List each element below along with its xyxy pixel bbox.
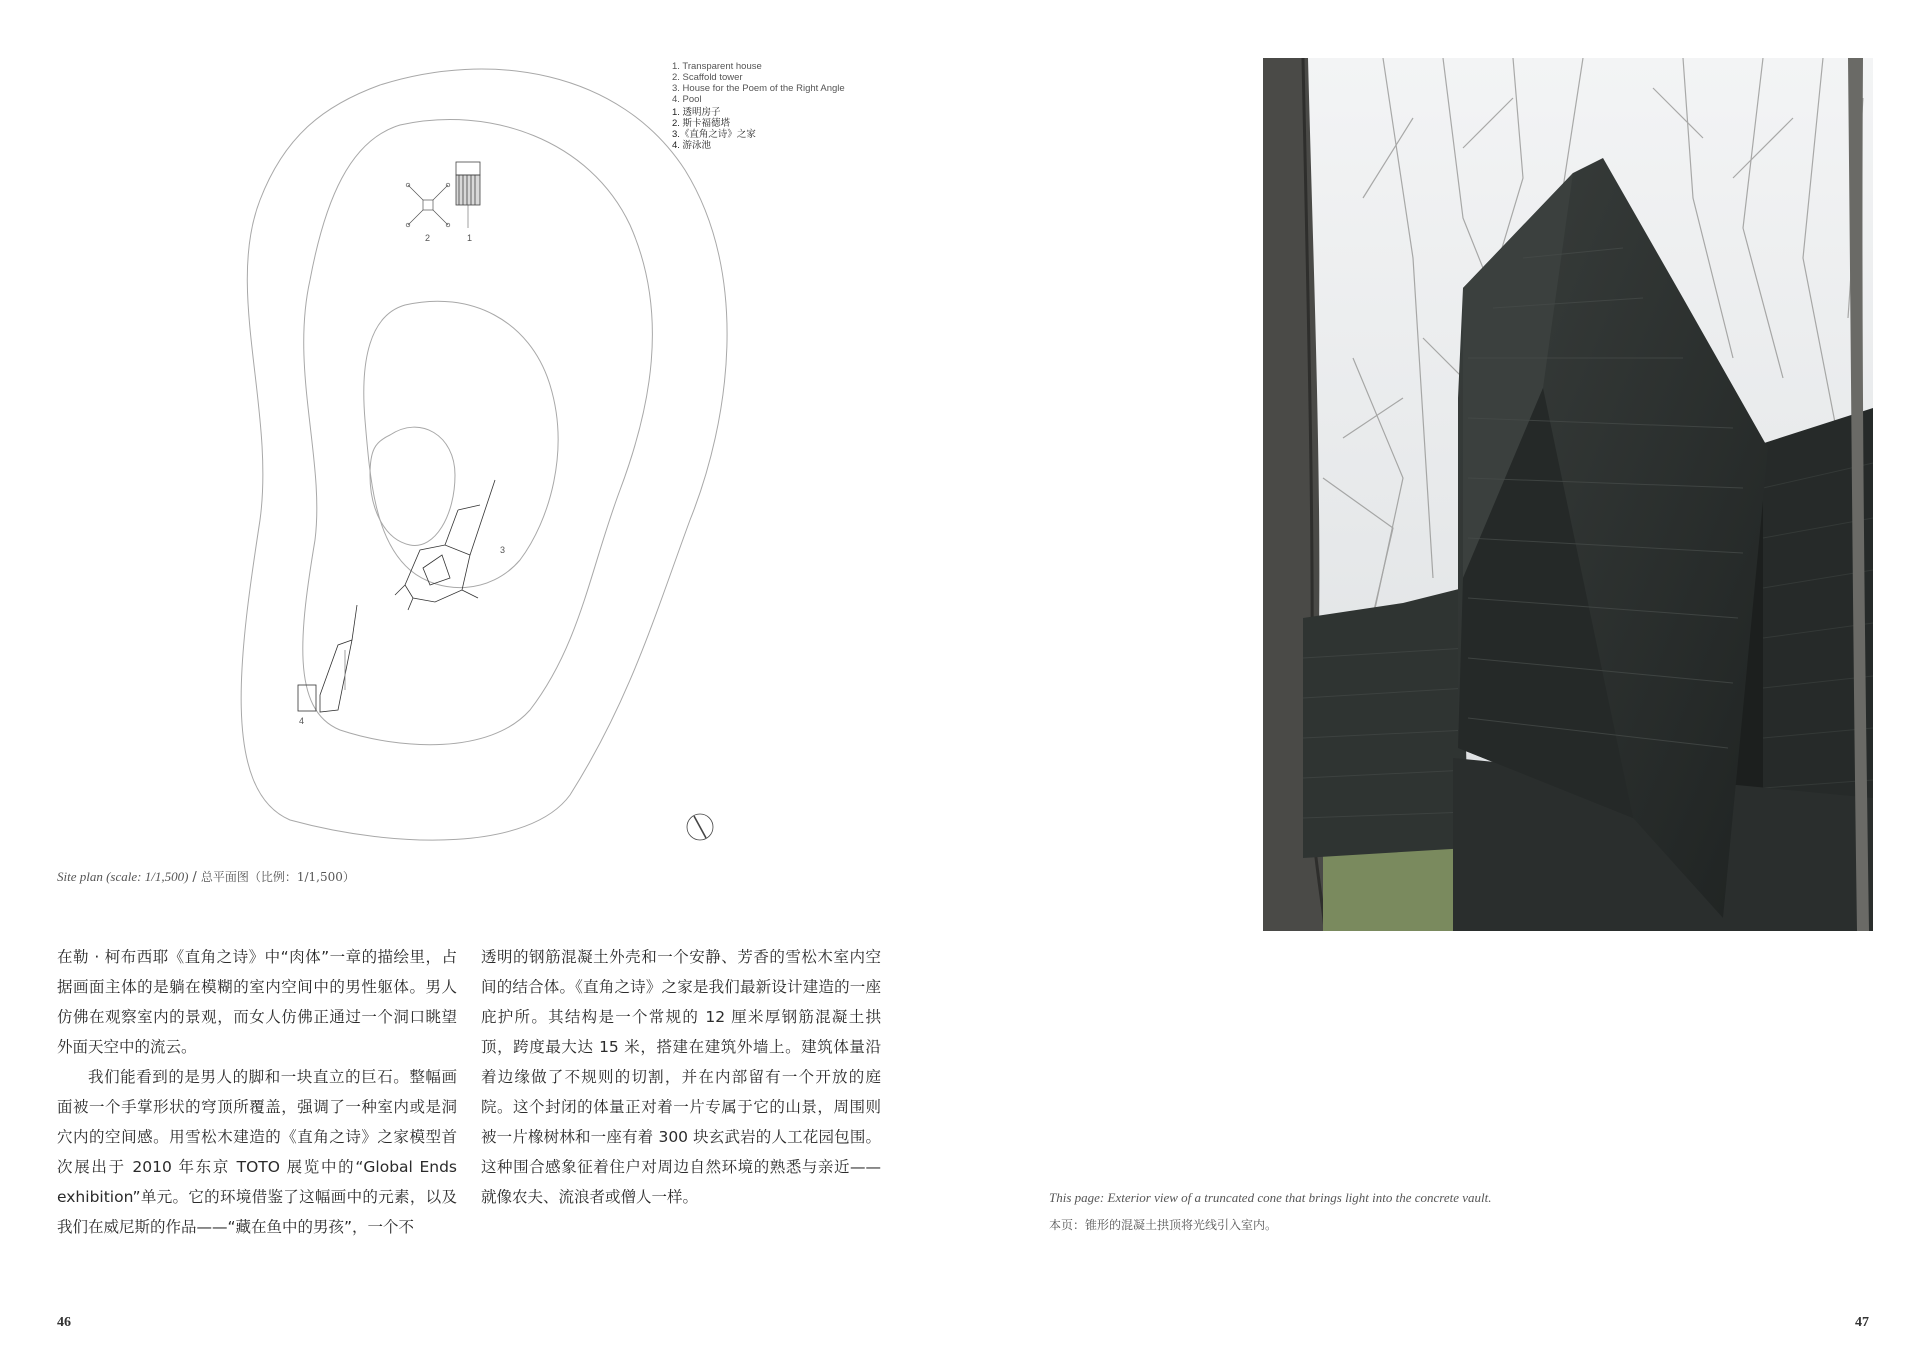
photo-illustration [1263,58,1873,931]
contour-inner [364,301,558,587]
photo-caption [1049,1190,1492,1233]
legend-cn-2: 2. 斯卡福德塔 [672,118,731,129]
exterior-photo [1263,58,1873,931]
legend-en-1: 1. Transparent house [672,61,762,72]
legend-cn-4: 4. 游泳池 [672,140,712,151]
plan-label-4: 4 [299,716,305,726]
plan-label-2: 2 [425,233,431,243]
legend-en-4: 4. Pool [672,94,702,105]
legend-cn-1: 1. 透明房子 [672,107,721,118]
contour-middle [303,120,653,745]
site-caption-cn: 总平面图（比例：1/1,500） [200,870,355,884]
paragraph-3: 透明的钢筋混凝土外壳和一个安静、芳香的雪松木室内空间的结合体。《直角之诗》之家是我们最新设计建造的一座庇护所。其结构是一个常规的 12 厘米厚钢筋混凝土拱顶，跨度最大达 15 米，搭建在建筑外墙上。建筑体量沿着边缘做了不规则的切割，并在内部留有一个开放的庭院。这个封闭的体量正对着一片专属于它的山景，周围则被一片橡树林和一座有着 300 块玄武岩的人工花园包围。这种围合感象征着住户对周边自然环境的熟悉与亲近——就像农夫、流浪者或僧人一样。 [481,948,881,1206]
contour-outer [241,69,727,840]
site-plan-caption [57,868,355,885]
photo-caption-en: This page: Exterior view of a truncated cone that brings light into the concrete vault. [1049,1190,1492,1205]
paragraph-1: 在勒 · 柯布西耶《直角之诗》中“肉体”一章的描绘里，占据画面主体的是躺在模糊的室内空间中的男性躯体。男人仿佛在观察室内的景观，而女人仿佛正通过一个洞口眺望外面天空中的流云。 [57,948,457,1056]
plan-scaffold-tower [406,183,450,227]
north-arrow-icon [687,814,713,840]
plan-pool [298,605,357,712]
site-caption-en: Site plan (scale: 1/1,500) [57,869,189,884]
body-column-right [481,942,881,1212]
body-column-left [57,942,457,1242]
plan-label-1: 1 [467,233,473,243]
plan-label-3: 3 [500,545,506,555]
legend-cn-3: 3.《直角之诗》之家 [672,129,756,140]
photo-caption-cn: 本页：锥形的混凝土拱顶将光线引入室内。 [1049,1218,1278,1232]
legend-en-2: 2. Scaffold tower [672,72,743,83]
legend-en-3: 3. House for the Poem of the Right Angle [672,83,845,94]
paragraph-2: 我们能看到的是男人的脚和一块直立的巨石。整幅画面被一个手掌形状的穹顶所覆盖，强调了一种室内或是洞穴内的空间感。用雪松木建造的《直角之诗》之家模型首次展出于 2010 年东京 TOTO 展览中的“Global Ends exhibition”单元。它的环境借鉴了这幅画中的元素，以及我们在威尼斯的作品——“藏在鱼中的男孩”，一个不 [57,1068,457,1236]
site-plan-drawing [230,50,750,850]
plan-transparent-house [456,162,480,228]
page-number-right: 47 [1855,1315,1869,1330]
caption-separator: / [192,870,197,885]
page-number-left: 46 [57,1315,71,1330]
